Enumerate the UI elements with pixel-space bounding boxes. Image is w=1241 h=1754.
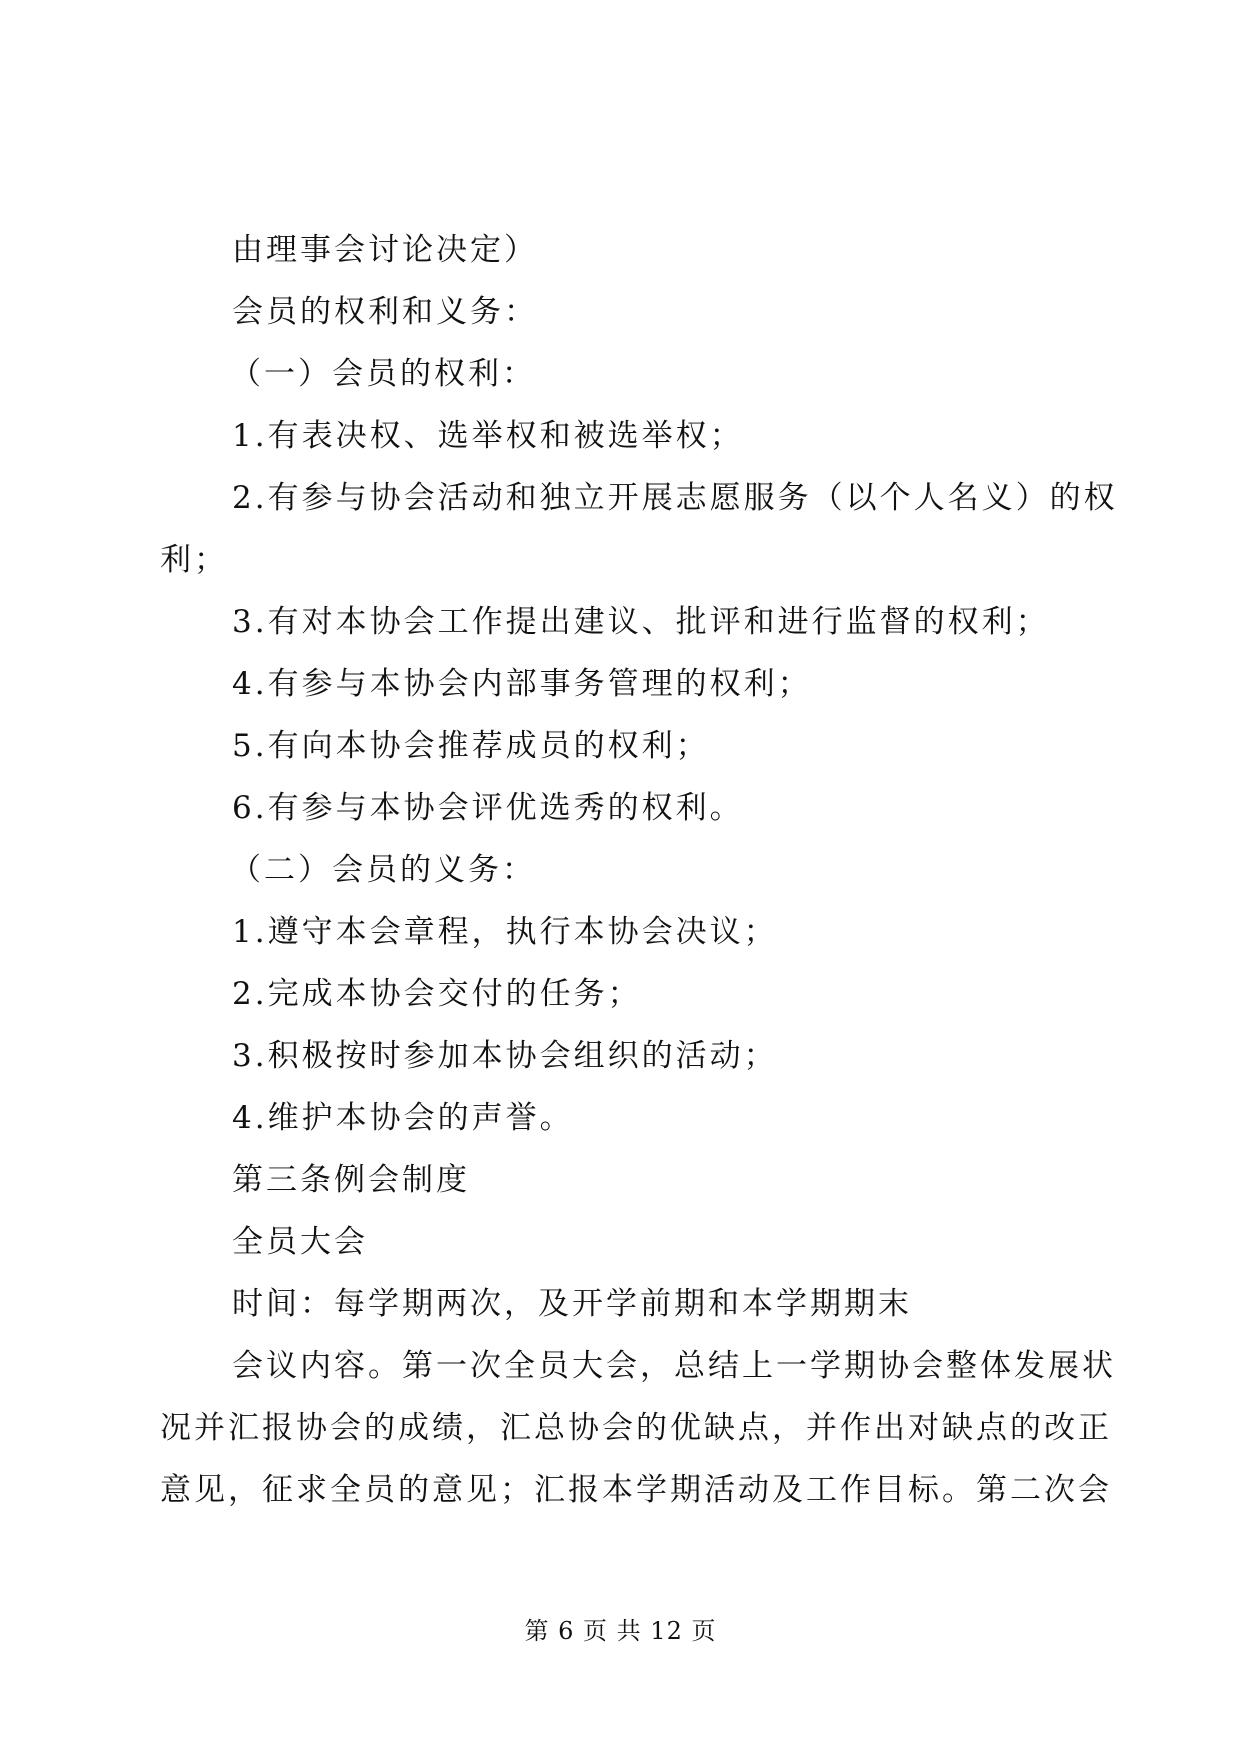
paragraph-line: 时间：每学期两次，及开学前期和本学期期末 bbox=[232, 1286, 912, 1322]
list-item: 4.维护本协会的声誉。 bbox=[232, 1100, 574, 1136]
subheading: 全员大会 bbox=[232, 1224, 368, 1260]
list-item: 5.有向本协会推荐成员的权利； bbox=[232, 728, 710, 764]
page-number-footer: 第 6 页 共 12 页 bbox=[524, 1617, 717, 1645]
article-heading: 第三条例会制度 bbox=[232, 1162, 470, 1198]
paragraph-line: 会议内容。第一次全员大会，总结上一学期协会整体发展状 bbox=[232, 1348, 1116, 1384]
paragraph-line: 由理事会讨论决定） bbox=[232, 232, 538, 268]
list-item: 2.完成本协会交付的任务； bbox=[232, 976, 642, 1012]
paragraph-line: 利； bbox=[160, 542, 228, 578]
section-heading-obligations: （二）会员的义务： bbox=[230, 852, 536, 888]
list-item: 3.积极按时参加本协会组织的活动； bbox=[232, 1038, 778, 1074]
paragraph-line: 会员的权利和义务： bbox=[232, 294, 538, 330]
section-heading-rights: （一）会员的权利： bbox=[230, 356, 536, 392]
list-item: 1.有表决权、选举权和被选举权； bbox=[232, 418, 744, 454]
paragraph-line: 意见，征求全员的意见；汇报本学期活动及工作目标。第二次会 bbox=[160, 1472, 1112, 1508]
list-item: 3.有对本协会工作提出建议、批评和进行监督的权利； bbox=[232, 604, 1050, 640]
list-item: 2.有参与协会活动和独立开展志愿服务（以个人名义）的权 bbox=[232, 480, 1118, 516]
list-item: 4.有参与本协会内部事务管理的权利； bbox=[232, 666, 812, 702]
paragraph-line: 况并汇报协会的成绩，汇总协会的优缺点，并作出对缺点的改正 bbox=[160, 1410, 1112, 1446]
list-item: 6.有参与本协会评优选秀的权利。 bbox=[232, 790, 744, 826]
list-item: 1.遵守本会章程，执行本协会决议； bbox=[232, 914, 778, 950]
